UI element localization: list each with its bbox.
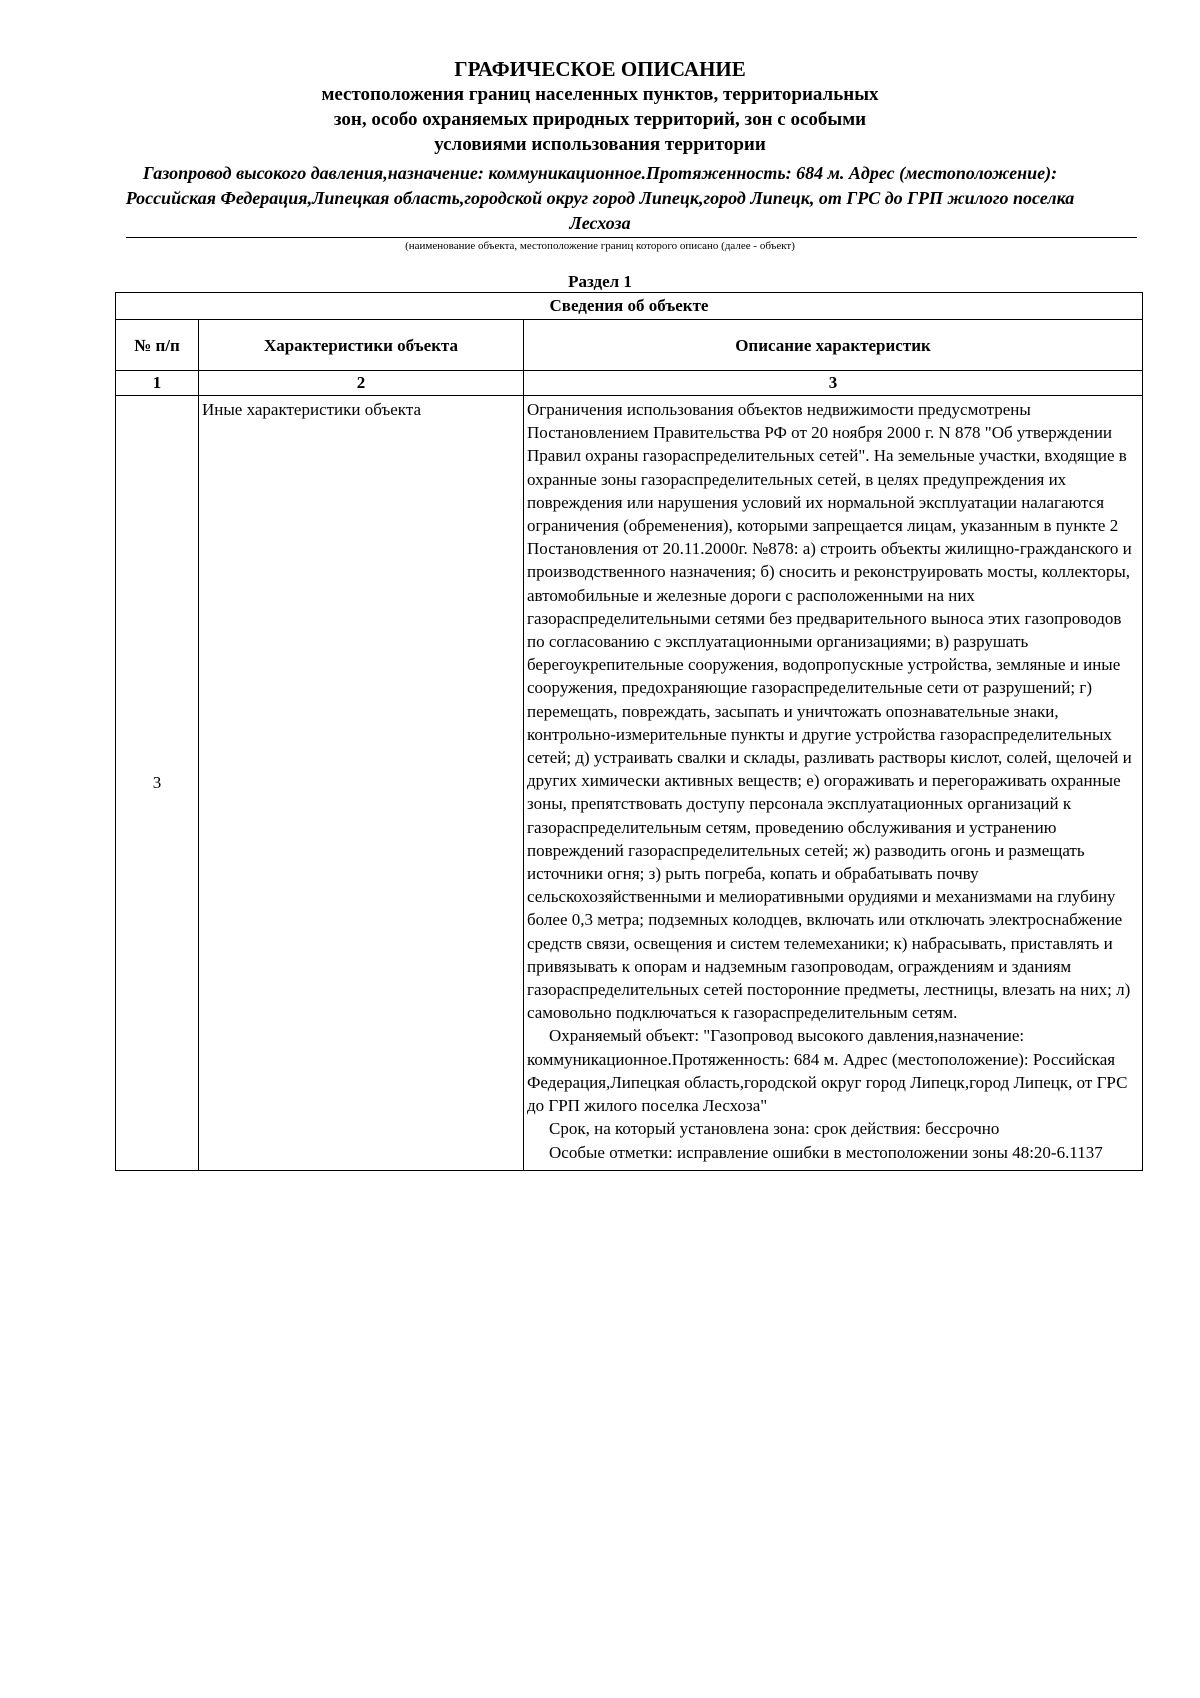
object-name: Газопровод высокого давления,назначение: коммуникационное.Протяженность: 684 м. Адрес (местоположение): Российская Федерация,Липецкая область,городской округ город Липецк,город Липецк, от ГРС до ГРП жилого поселка Лесхоза	[125, 163, 1075, 233]
column-header-number: № п/п	[116, 320, 199, 371]
object-info-table	[115, 292, 1143, 1171]
column-number-2: 2	[199, 371, 524, 396]
row-description	[524, 396, 1143, 1171]
term-paragraph: Срок, на который установлена зона: срок действия: бессрочно	[549, 1119, 1000, 1139]
subtitle-line-3: условиями использования территории	[434, 134, 766, 155]
object-name-caption: (наименование объекта, местоположение границ которого описано (далее - объект)	[405, 240, 795, 252]
row-number: 3	[116, 396, 199, 1171]
table-title: Сведения об объекте	[116, 293, 1143, 320]
column-header-description: Описание характеристик	[524, 320, 1143, 371]
table-row	[116, 396, 1143, 1171]
header-underline	[126, 237, 1137, 238]
restrictions-paragraph: Ограничения использования объектов недвижимости предусмотрены Постановлением Правительства РФ от 20 ноября 2000 г. N 878 "Об утверждении Правил охраны газораспределительных сетей". На земельные участки, входящие в охранные зоны газораспределительных сетей, в целях предупреждения их повреждения или нарушения условий их нормальной эксплуатации налагаются ограничения (обременения), которыми запрещается лицам, указанным в пункте 2 Постановления от 20.11.2000г. №878: а) строить объекты жилищно-гражданского и производственного назначения; б) сносить и реконструировать мосты, коллекторы, автомобильные и железные дороги с расположенными на них газораспределительными сетями без предварительного выноса этих газопроводов по согласованию с эксплуатационными организациями; в) разрушать берегоукрепительные сооружения, водопропускные устройства, земляные и иные сооружения, предохраняющие газораспределительные сети от разрушений; г) перемещать, повреждать, засыпать и уничтожать опознавательные знаки, контрольно-измерительные пункты и другие устройства газораспределительных сетей; д) устраивать свалки и склады, разливать растворы кислот, солей, щелочей и других химически активных веществ; е) огораживать и перегораживать охранные зоны, препятствовать доступу персонала эксплуатационных организаций к газораспределительным сетям, проведению обслуживания и устранению повреждений газораспределительных сетей; ж) разводить огонь и размещать источники огня; з) рыть погреба, копать и обрабатывать почву сельскохозяйственными и мелиоративными орудиями и механизмами на глубину более 0,3 метра; подземных колодцев, включать или отключать электроснабжение средств связи, освещения и систем телемеханики; к) набрасывать, приставлять и привязывать к опорам и надземным газопроводам, ограждениям и зданиям газораспределительных сетей посторонние предметы, лестницы, влезать на них; л) самовольно подключаться к газораспределительным сетям.	[527, 400, 1132, 1023]
document-header	[0, 56, 1200, 236]
subtitle-line-1: местоположения границ населенных пунктов, территориальных	[321, 84, 879, 105]
special-notes-paragraph: Особые отметки: исправление ошибки в местоположении зоны 48:20-6.1137	[549, 1142, 1103, 1162]
column-number-1: 1	[116, 371, 199, 396]
section-label: Раздел 1	[568, 272, 632, 291]
subtitle-line-2: зон, особо охраняемых природных территорий, зон с особыми	[333, 109, 867, 130]
column-header-characteristic: Характеристики объекта	[199, 320, 524, 371]
column-number-3: 3	[524, 371, 1143, 396]
row-characteristic: Иные характеристики объекта	[199, 396, 524, 1171]
document-title: ГРАФИЧЕСКОЕ ОПИСАНИЕ	[454, 57, 746, 81]
protected-object-paragraph: Охраняемый объект: "Газопровод высокого давления,назначение: коммуникационное.Протяженность: 684 м. Адрес (местоположение): Российская Федерация,Липецкая область,городской округ город Липецк,город Липецк, от ГРС до ГРП жилого поселка Лесхоза"	[527, 1026, 1128, 1116]
